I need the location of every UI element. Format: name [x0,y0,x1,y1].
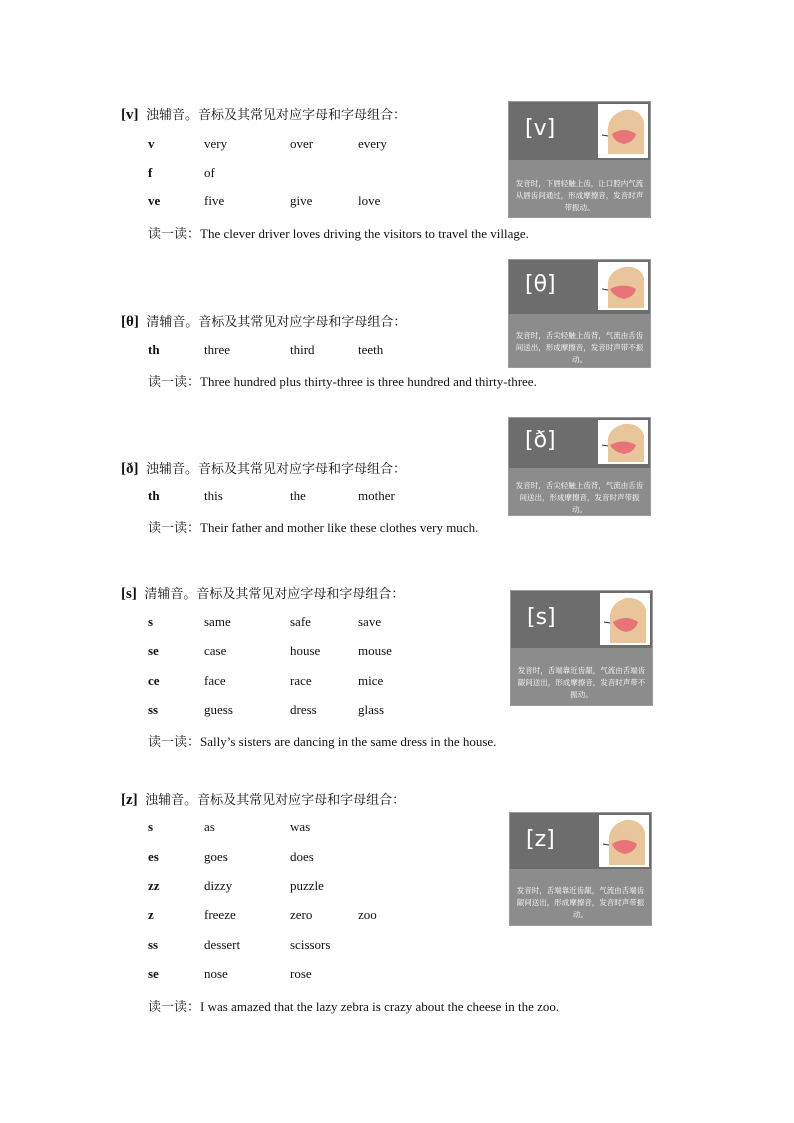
read-label: 读一读： [148,521,201,536]
pronunciation-card-v [508,101,651,218]
ipa-symbol: [ð] [121,461,139,477]
section-description: 浊辅音。音标及其常见对应字母和字母组合： [146,108,407,123]
example-word: this [204,488,223,503]
mouth-diagram-icon [598,262,648,310]
spelling-pattern: s [148,614,154,629]
spelling-pattern: s [148,819,154,834]
mouth-diagram-icon [599,815,649,867]
card-caption: 发音时，舌尖轻触上齿背，气流由舌齿间送出，形成摩擦音，发音时声带振动。 [515,481,644,514]
card-symbol: [s] [527,605,556,630]
section-description: 清辅音。音标及其常见对应字母和字母组合： [144,587,405,602]
example-word: goes [204,849,228,864]
card-symbol: [ð] [525,428,556,453]
example-word: was [290,819,311,834]
pronunciation-card-theta [508,259,651,368]
example-word: three [204,342,230,357]
example-word: as [204,819,215,834]
example-word: mother [358,488,395,503]
example-word: dizzy [204,878,233,893]
example-word: nose [204,966,228,981]
example-word: dessert [204,937,241,952]
example-word: the [290,488,306,503]
section-theta-heading [121,311,406,331]
example-word: same [204,614,231,629]
spelling-pattern: f [148,165,153,180]
example-word: zero [290,907,313,922]
example-word: glass [358,702,384,717]
example-word: save [358,614,382,629]
spelling-pattern: ss [148,702,159,717]
example-word: give [290,193,313,208]
ipa-symbol: [θ] [121,314,139,330]
pronunciation-card-eth [508,417,651,516]
example-word: puzzle [290,878,324,893]
example-word: teeth [358,342,384,357]
example-word: does [290,849,314,864]
mouth-diagram-icon [600,593,650,645]
read-sentence [148,731,496,750]
ipa-symbol: [z] [121,792,138,808]
section-z-heading [121,789,405,809]
read-sentence [148,517,478,536]
tongue-twister: Sally’s sisters are dancing in the same dress in the house. [200,734,497,749]
spelling-pattern: zz [148,878,160,893]
tongue-twister: Their father and mother like these clothes very much. [200,520,479,535]
spelling-pattern: ss [148,937,159,952]
example-word: face [204,673,226,688]
example-word: five [204,193,225,208]
example-word: scissors [290,937,331,952]
spelling-pattern: se [148,643,159,658]
card-symbol: [v] [525,116,556,141]
pronunciation-card-z [509,812,652,926]
example-word: love [358,193,381,208]
read-label: 读一读： [148,735,201,750]
example-word: every [358,136,387,151]
read-label: 读一读： [148,1000,201,1015]
tongue-twister: Three hundred plus thirty-three is three hundred and thirty-three. [200,374,537,389]
section-s-heading [121,583,404,603]
spelling-pattern: v [148,136,155,151]
example-word: over [290,136,314,151]
example-word: dress [290,702,317,717]
section-description: 浊辅音。音标及其常见对应字母和字母组合： [146,462,407,477]
example-word: of [204,165,215,180]
spelling-pattern: ve [148,193,161,208]
card-caption: 发音时，舌尖轻触上齿背，气流由舌齿间送出，形成摩擦音，发音时声带不振动。 [515,331,644,364]
read-sentence [148,996,559,1015]
example-word: safe [290,614,311,629]
example-word: freeze [204,907,236,922]
spelling-pattern: th [148,342,160,357]
section-v-heading [121,104,406,124]
mouth-diagram-icon [598,104,648,158]
spelling-pattern: es [148,849,159,864]
example-word: case [204,643,227,658]
tongue-twister: The clever driver loves driving the visitors to travel the village. [200,226,529,241]
card-caption: 发音时，下唇轻触上齿，让口腔内气流从唇齿间通过，形成摩擦音，发音时声带振动。 [515,179,644,212]
example-word: rose [290,966,312,981]
pronunciation-card-s [510,590,653,706]
spelling-pattern: th [148,488,160,503]
spelling-pattern: ce [148,673,160,688]
read-label: 读一读： [148,375,201,390]
example-word: zoo [358,907,377,922]
section-description: 浊辅音。音标及其常见对应字母和字母组合： [145,793,406,808]
section-description: 清辅音。音标及其常见对应字母和字母组合： [146,315,407,330]
card-symbol: [θ] [525,272,556,297]
card-symbol: [z] [526,827,555,852]
example-word: third [290,342,315,357]
read-sentence [148,223,529,242]
read-label: 读一读： [148,227,201,242]
section-eth-heading [121,458,406,478]
read-sentence [148,371,537,390]
ipa-symbol: [s] [121,586,137,602]
ipa-symbol: [v] [121,107,139,123]
spelling-pattern: z [148,907,154,922]
example-word: guess [204,702,233,717]
spelling-pattern: se [148,966,159,981]
example-word: race [290,673,312,688]
example-word: house [290,643,321,658]
card-caption: 发音时，舌端靠近齿龈，气流由舌端齿龈间送出，形成摩擦音，发音时声带振动。 [516,886,645,919]
example-word: mouse [358,643,392,658]
card-caption: 发音时，舌端靠近齿龈，气流由舌端齿龈间送出，形成摩擦音，发音时声带不振动。 [517,666,646,699]
example-word: mice [358,673,384,688]
example-word: very [204,136,228,151]
mouth-diagram-icon [598,420,648,464]
tongue-twister: I was amazed that the lazy zebra is crazy about the cheese in the zoo. [200,999,560,1014]
